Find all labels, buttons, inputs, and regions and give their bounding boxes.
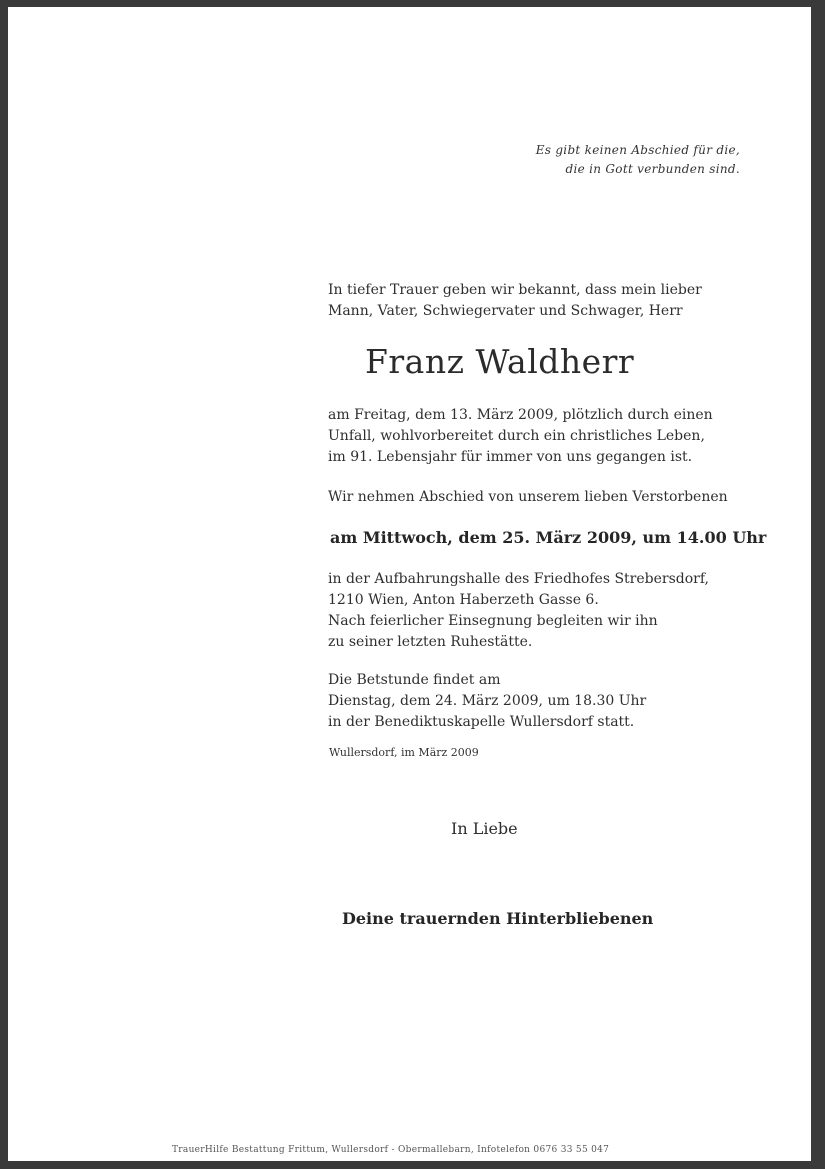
motto-line-1: Es gibt keinen Abschied für die,	[535, 143, 740, 157]
prayer-service	[328, 670, 646, 733]
deceased-name: Franz Waldherr	[365, 342, 635, 381]
motto-quote	[536, 141, 740, 179]
death-notice	[328, 405, 713, 468]
prayer-line-2: Dienstag, dem 24. März 2009, um 18.30 Uhr	[328, 693, 647, 709]
mourning-border-right	[811, 0, 825, 1169]
death-notice-line-1: am Freitag, dem 13. März 2009, plötzlich durch einen	[328, 407, 713, 423]
closing-phrase: In Liebe	[451, 819, 518, 838]
location-line-1: in der Aufbahrungshalle des Friedhofes Strebersdorf,	[328, 571, 709, 587]
farewell-line: Wir nehmen Abschied von unserem lieben Verstorbenen	[328, 489, 728, 505]
funeral-home-footer: TrauerHilfe Bestattung Frittum, Wullersdorf - Obermallebarn, Infotelefon 0676 33 55 047	[172, 1145, 610, 1155]
motto-line-2: die in Gott verbunden sind.	[565, 162, 740, 176]
intro-line-2: Mann, Vater, Schwiegervater und Schwager, Herr	[328, 303, 683, 319]
place-and-date: Wullersdorf, im März 2009	[329, 746, 479, 759]
mourning-border-bottom	[0, 1161, 825, 1169]
mourning-border-top	[0, 0, 825, 7]
mourning-border-left	[0, 0, 8, 1169]
death-notice-line-3: im 91. Lebensjahr für immer von uns gegangen ist.	[328, 449, 693, 465]
intro-text	[328, 280, 702, 322]
signature-mourners: Deine trauernden Hinterbliebenen	[342, 909, 654, 928]
prayer-line-1: Die Betstunde findet am	[328, 672, 501, 688]
death-notice-line-2: Unfall, wohlvorbereitet durch ein christliches Leben,	[328, 428, 705, 444]
location-line-4: zu seiner letzten Ruhestätte.	[328, 634, 533, 650]
prayer-line-3: in der Benediktuskapelle Wullersdorf statt.	[328, 714, 635, 730]
location-line-3: Nach feierlicher Einsegnung begleiten wir ihn	[328, 613, 658, 629]
intro-line-1: In tiefer Trauer geben wir bekannt, dass mein lieber	[328, 282, 702, 298]
farewell-text	[328, 487, 728, 508]
funeral-location	[328, 569, 709, 653]
location-line-2: 1210 Wien, Anton Haberzeth Gasse 6.	[328, 592, 599, 608]
funeral-date: am Mittwoch, dem 25. März 2009, um 14.00 Uhr	[330, 528, 767, 547]
